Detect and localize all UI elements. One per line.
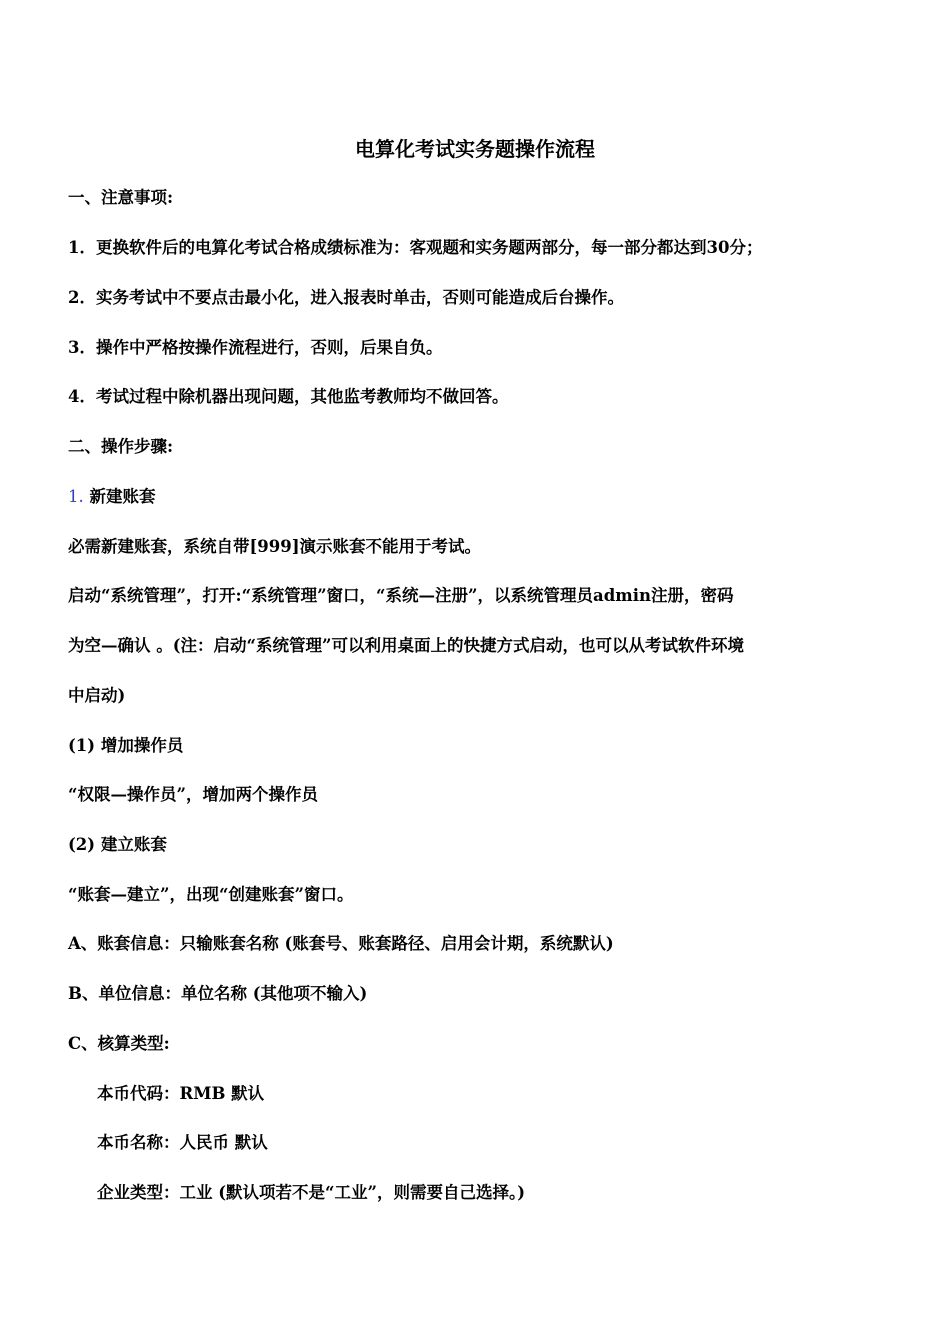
- item-a-account-info: A、账套信息：只输账套名称 (账套号、账套路径、启用会计期，系统默认): [68, 934, 614, 953]
- item-c-currency-code: 本币代码：RMB 默认: [97, 1084, 265, 1103]
- item-c-currency-name: 本币名称：人民币 默认: [97, 1133, 268, 1152]
- step1-heading: [68, 483, 156, 511]
- sub2-description: “账套—建立”，出现“创建账套”窗口。: [68, 885, 354, 904]
- sub1-description: “权限—操作员”，增加两个操作员: [68, 785, 318, 804]
- step1-title: 新建账套: [89, 487, 156, 506]
- step1-start-line-3: 中启动): [68, 686, 126, 705]
- item-c-accounting-type: C、核算类型:: [68, 1034, 170, 1053]
- item-c-enterprise-type: 企业类型：工业 (默认项若不是“工业”，则需要自己选择。): [97, 1183, 526, 1202]
- note-item-1: 1．更换软件后的电算化考试合格成绩标准为：客观题和实务题两部分，每一部分都达到30分；: [68, 238, 763, 257]
- step1-start-line-2: 为空—确认 。(注：启动“系统管理”可以利用桌面上的快捷方式启动，也可以从考试软件环境: [68, 636, 745, 655]
- item-b-unit-info: B、单位信息：单位名称 (其他项不输入): [68, 984, 368, 1003]
- note-item-4: 4．考试过程中除机器出现问题，其他监考教师均不做回答。: [68, 387, 509, 406]
- note-item-3: 3．操作中严格按操作流程进行，否则，后果自负。: [68, 338, 443, 357]
- step1-number: 1.: [68, 487, 84, 506]
- section-heading-steps: 二、操作步骤:: [68, 437, 174, 456]
- step1-start-line-1: 启动“系统管理”，打开:“系统管理”窗口，“系统—注册”，以系统管理员admin注册，密码: [68, 586, 734, 605]
- section-heading-notes: 一、注意事项:: [68, 188, 174, 207]
- note-item-2: 2．实务考试中不要点击最小化，进入报表时单击，否则可能造成后台操作。: [68, 288, 624, 307]
- step1-description: 必需新建账套，系统自带[999]演示账套不能用于考试。: [68, 537, 482, 556]
- page-title: 电算化考试实务题操作流程: [355, 137, 595, 161]
- sub2-heading: (2) 建立账套: [68, 835, 167, 854]
- sub1-heading: (1) 增加操作员: [68, 736, 184, 755]
